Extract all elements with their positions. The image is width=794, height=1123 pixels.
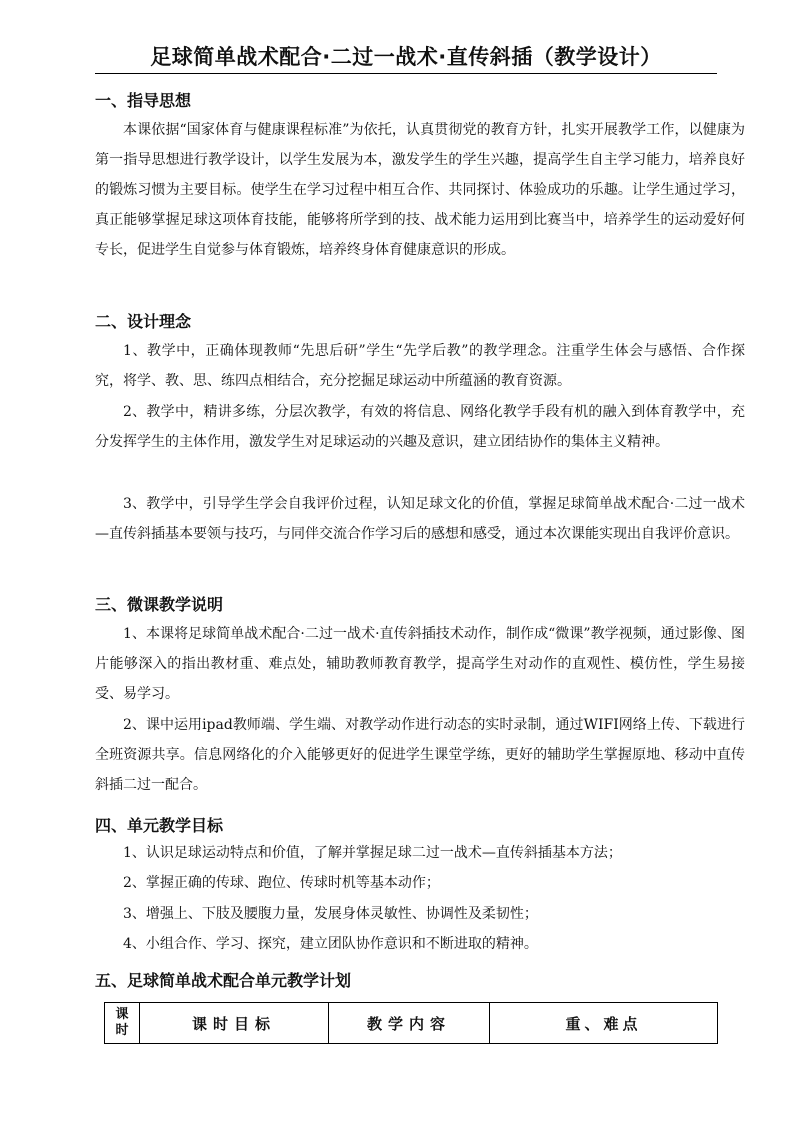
paragraph-micro-lesson-1: 1、本课将足球简单战术配合·二过一战术·直传斜插技术动作，制作成“微课”教学视频，通过影像、图片能够深入的指出教材重、难点处，辅助教师教育教学，提高学生对动作的直观性、模仿性，学生易接受、易学习。 [95,626,745,702]
header-cell-lesson-line2: 时 [115,1023,129,1038]
header-cell-key-points: 重、难点 [490,1003,718,1044]
document-title: 足球简单战术配合·二过一战术·直传斜插（教学设计） [95,42,717,74]
header-cell-teaching-content: 教学内容 [329,1003,490,1044]
header-cell-lesson-line1: 课 [115,1007,129,1022]
unit-goal-item: 2、掌握正确的传球、跑位、传球时机等基本动作； [123,875,440,891]
table-header-row [105,1003,718,1044]
unit-goal-item: 3、增强上、下肢及腰腹力量，发展身体灵敏性、协调性及柔韧性； [123,906,538,922]
section-heading-guiding-thought: 一、指导思想 [95,91,192,110]
section-heading-unit-plan: 五、足球简单战术配合单元教学计划 [95,971,352,990]
paragraph-design-concept-1: 1、教学中，正确体现教师“先思后研”学生“先学后教”的教学理念。注重学生体会与感悟、合作探究，将学、教、思、练四点相结合，充分挖掘足球运动中所蕴涵的教育资源。 [95,343,745,389]
paragraph-guiding-thought: 本课依据“国家体育与健康课程标准”为依托，认真贯彻党的教育方针，扎实开展教学工作，以健康为第一指导思想进行教学设计，以学生发展为本，激发学生的学生兴趣，提高学生自主学习能力，培养良好的锻炼习惯为主要目标。使学生在学习过程中相互合作、共同探讨、体验成功的乐趣。让学生通过学习，真正能够掌握足球这项体育技能，能够将所学到的技、战术能力运用到比赛当中，培养学生的运动爱好何专长，促进学生自觉参与体育锻炼，培养终身体育健康意识的形成。 [95,122,745,258]
unit-plan-table [104,1002,718,1044]
section-heading-unit-goals: 四、单元教学目标 [95,816,224,835]
header-cell-lesson [105,1003,140,1044]
paragraph-micro-lesson-2: 2、课中运用ipad教师端、学生端、对教学动作进行动态的实时录制，通过WIFI网络上传、下载进行全班资源共享。信息网络化的介入能够更好的促进学生课堂学练，更好的辅助学生掌握原地、移动中直传斜插二过一配合。 [95,717,745,793]
unit-goal-item: 4、小组合作、学习、探究，建立团队协作意识和不断进取的精神。 [123,936,538,952]
paragraph-design-concept-2: 2、教学中，精讲多练，分层次教学，有效的将信息、网络化教学手段有机的融入到体育教学中，充分发挥学生的主体作用，激发学生对足球运动的兴趣及意识，建立团结协作的集体主义精神。 [95,404,745,450]
header-cell-lesson-goal: 课时目标 [140,1003,329,1044]
section-heading-micro-lesson: 三、微课教学说明 [95,595,224,614]
unit-goal-item: 1、认识足球运动特点和价值，了解并掌握足球二过一战术—直传斜插基本方法； [123,845,622,861]
paragraph-design-concept-3: 3、教学中，引导学生学会自我评价过程，认知足球文化的价值，掌握足球简单战术配合·二过一战术—直传斜插基本要领与技巧，与同伴交流合作学习后的感想和感受，通过本次课能实现出自我评价意识。 [95,496,745,542]
section-heading-design-concept: 二、设计理念 [95,312,192,331]
